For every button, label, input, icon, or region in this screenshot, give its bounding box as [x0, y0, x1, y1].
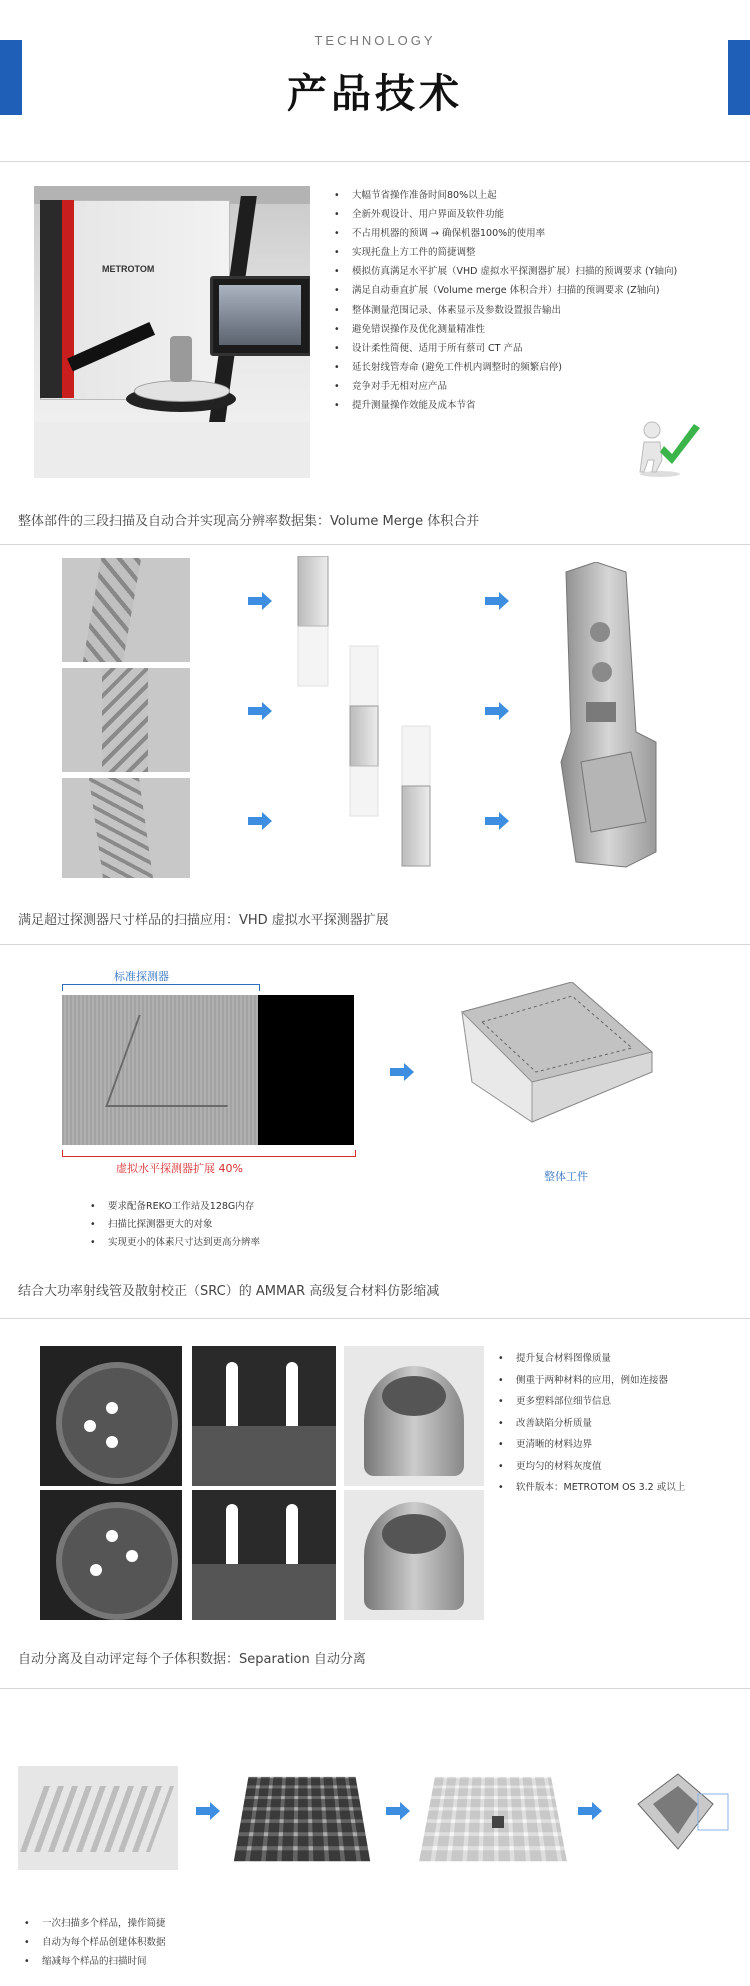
workpiece-label: 整体工件	[544, 1170, 588, 1183]
list-item: • 侧重于两种材料的应用，例如连接器	[496, 1370, 746, 1392]
divider	[0, 944, 750, 945]
arrow-right-icon	[248, 592, 272, 610]
list-item: • 延长射线管寿命 (避免工件机内调整时的频繁启停)	[332, 358, 732, 377]
vhd-scan-image	[62, 995, 354, 1145]
list-item: • 更多塑料部位细节信息	[496, 1391, 746, 1413]
standard-detector-bracket	[62, 984, 260, 991]
machine-photo	[34, 186, 310, 478]
extended-detector-bracket	[62, 1150, 356, 1157]
person-checkmark-icon	[630, 420, 702, 478]
workpiece-3d-image	[452, 982, 662, 1132]
ct-slice-image	[192, 1490, 336, 1620]
ammar-list	[496, 1348, 746, 1499]
list-item: • 实现更小的体素尺寸达到更高分辨率	[88, 1234, 388, 1252]
section-caption: 整体部件的三段扫描及自动合并实现高分辨率数据集：Volume Merge 体积合并	[18, 514, 480, 529]
single-sample-image	[618, 1764, 738, 1860]
list-item: • 竞争对手无相对应产品	[332, 377, 732, 396]
page-title: 产品技术	[287, 71, 463, 117]
volume-segments-image	[290, 556, 440, 878]
list-item: • 满足自动垂直扩展（Volume merge 体积合并）扫描的预调要求 (Z轴向)	[332, 281, 732, 300]
arrow-right-icon	[485, 702, 509, 720]
merged-part-image	[556, 562, 666, 872]
divider	[0, 161, 750, 162]
list-item: • 设计柔性简便、适用于所有蔡司 CT 产品	[332, 339, 732, 358]
arrow-right-icon	[578, 1802, 602, 1820]
list-item: • 实现托盘上方工件的简捷调整	[332, 243, 732, 262]
ct-slice-image	[40, 1490, 182, 1620]
sample-array-image	[18, 1766, 178, 1870]
separated-volumes-image	[232, 1756, 374, 1874]
list-item: • 避免错误操作及优化测量精准性	[332, 320, 732, 339]
divider	[0, 544, 750, 545]
section-caption: 结合大功率射线管及散射校正（SRC）的 AMMAR 高级复合材料仿影缩减	[18, 1284, 440, 1299]
list-item: • 扫描比探测器更大的对象	[88, 1216, 388, 1234]
list-item: • 整体测量范围记录、体素显示及参数设置报告输出	[332, 301, 732, 320]
list-item: • 更清晰的材料边界	[496, 1434, 746, 1456]
ct-render-image	[344, 1490, 484, 1620]
list-item: • 提升复合材料图像质量	[496, 1348, 746, 1370]
divider	[0, 1318, 750, 1319]
feature-list	[332, 186, 732, 415]
arrow-right-icon	[485, 812, 509, 830]
arrow-right-icon	[485, 592, 509, 610]
arrow-right-icon	[386, 1802, 410, 1820]
scan-image	[62, 668, 190, 772]
list-item: • 不占用机器的预调 → 确保机器100%的使用率	[332, 224, 732, 243]
arrow-right-icon	[196, 1802, 220, 1820]
standard-detector-label: 标准探测器	[114, 970, 169, 983]
ct-slice-image	[40, 1346, 182, 1486]
header-eyebrow: TECHNOLOGY	[314, 33, 436, 48]
vhd-list	[88, 1198, 388, 1252]
list-item: • 缩减每个样品的扫描时间	[22, 1952, 422, 1971]
arrow-right-icon	[248, 812, 272, 830]
separation-list	[22, 1914, 422, 1971]
list-item: • 更均匀的材料灰度值	[496, 1456, 746, 1478]
list-item: • 一次扫描多个样品，操作简捷	[22, 1914, 422, 1933]
extended-detector-label: 虚拟水平探测器扩展 40%	[116, 1162, 243, 1175]
list-item: • 改善缺陷分析质量	[496, 1413, 746, 1435]
arrow-right-icon	[248, 702, 272, 720]
scan-image	[62, 778, 190, 878]
list-item: • 模拟仿真满足水平扩展（VHD 虚拟水平探测器扩展）扫描的预调要求 (Y轴向)	[332, 262, 732, 281]
machine-brand: METROTOM	[102, 264, 155, 274]
ct-render-image	[344, 1346, 484, 1486]
list-item: • 大幅节省操作准备时间80%以上起	[332, 186, 732, 205]
section-caption: 自动分离及自动评定每个子体积数据：Separation 自动分离	[18, 1652, 366, 1667]
list-item: • 自动为每个样品创建体积数据	[22, 1933, 422, 1952]
divider	[0, 1688, 750, 1689]
list-item: • 全新外观设计、用户界面及软件功能	[332, 205, 732, 224]
list-item: • 提升测量操作效能及成本节省	[332, 396, 732, 415]
ct-slice-image	[192, 1346, 336, 1486]
sub-volume-grid-image	[418, 1756, 568, 1874]
arrow-right-icon	[390, 1063, 414, 1081]
list-item: • 软件版本：METROTOM OS 3.2 或以上	[496, 1477, 746, 1499]
scan-image	[62, 558, 190, 662]
list-item: • 要求配备REKO工作站及128G内存	[88, 1198, 388, 1216]
section-caption: 满足超过探测器尺寸样品的扫描应用：VHD 虚拟水平探测器扩展	[18, 913, 389, 928]
